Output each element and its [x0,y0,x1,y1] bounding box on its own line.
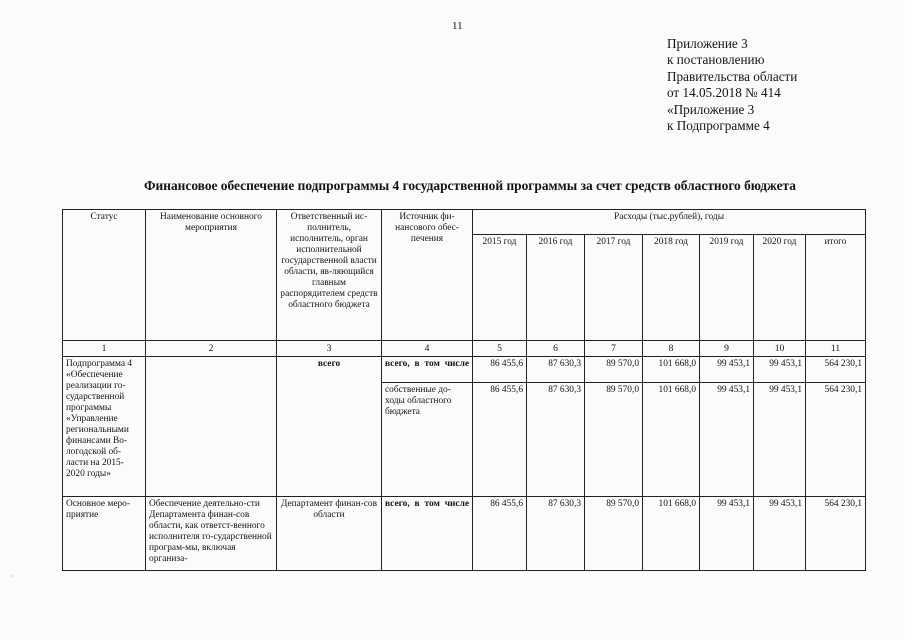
subprogram-activity [146,357,277,497]
header-expenses: Расходы (тыс.рублей), годы [473,210,866,235]
column-number: 6 [527,341,585,357]
column-number: 1 [63,341,146,357]
value-cell: 99 453,1 [700,497,754,571]
column-number: 9 [700,341,754,357]
main-activity-status: Основное меро-приятие [63,497,146,571]
value-cell: 89 570,0 [585,497,643,571]
source-cell: собственные до-ходы областного бюджета [382,383,473,497]
subprogram-status: Подпрограмма 4 «Обеспечение реализации го-сударственной программы «Управление региональными финансами Во-логодской об-ласти на 2015-2020 годы» [63,357,146,497]
header-total: итого [806,235,866,341]
header-year: 2016 год [527,235,585,341]
page-number: 11 [452,20,463,32]
value-cell: 101 668,0 [643,357,700,383]
header-executor: Ответственный ис-полнитель, исполнитель, орган исполнительной государственной власти области, яв-ляющийся главным распорядителем средств областного бюджета [277,210,382,341]
value-cell: 99 453,1 [754,357,806,383]
value-cell: 87 630,3 [527,497,585,571]
value-cell: 99 453,1 [700,357,754,383]
column-number: 10 [754,341,806,357]
value-cell: 101 668,0 [643,497,700,571]
column-number: 5 [473,341,527,357]
column-number: 8 [643,341,700,357]
value-cell: 87 630,3 [527,383,585,497]
header-year: 2018 год [643,235,700,341]
table-row [63,497,866,571]
header-status: Статус [63,210,146,341]
value-cell: 99 453,1 [754,383,806,497]
source-cell: всего, в том числе [382,357,473,383]
subprogram-executor: всего [277,357,382,497]
column-number: 4 [382,341,473,357]
value-cell: 99 453,1 [754,497,806,571]
column-number: 2 [146,341,277,357]
value-cell: 89 570,0 [585,357,643,383]
column-numbers-row [63,341,866,357]
column-number: 11 [806,341,866,357]
budget-table [62,209,866,571]
main-activity-name: Обеспечение деятельно-сти Департамента финан-сов области, как ответст-венного исполнителя го-сударственной програм-мы, включая организа- [146,497,277,571]
main-activity-executor: Департамент финан-сов области [277,497,382,571]
total-cell: 564 230,1 [806,497,866,571]
header-source: Источник фи-нансового обес-печения [382,210,473,341]
header-activity: Наименование основного мероприятия [146,210,277,341]
table-row [63,357,866,383]
value-cell: 87 630,3 [527,357,585,383]
header-year: 2019 год [700,235,754,341]
appendix-header: Приложение 3 к постановлению Правительства области от 14.05.2018 № 414 «Приложение 3 к Подпрограмме 4 [667,36,798,134]
value-cell: 99 453,1 [700,383,754,497]
document-title: Финансовое обеспечение подпрограммы 4 государственной программы за счет средств областного бюджета [144,178,796,193]
value-cell: 89 570,0 [585,383,643,497]
scan-artifact: · [10,572,13,581]
value-cell: 86 455,6 [473,497,527,571]
header-year: 2020 год [754,235,806,341]
column-number: 7 [585,341,643,357]
header-row-1 [63,210,866,235]
total-cell: 564 230,1 [806,357,866,383]
value-cell: 86 455,6 [473,357,527,383]
total-cell: 564 230,1 [806,383,866,497]
header-year: 2017 год [585,235,643,341]
value-cell: 86 455,6 [473,383,527,497]
value-cell: 101 668,0 [643,383,700,497]
column-number: 3 [277,341,382,357]
header-year: 2015 год [473,235,527,341]
source-cell: всего, в том числе [382,497,473,571]
